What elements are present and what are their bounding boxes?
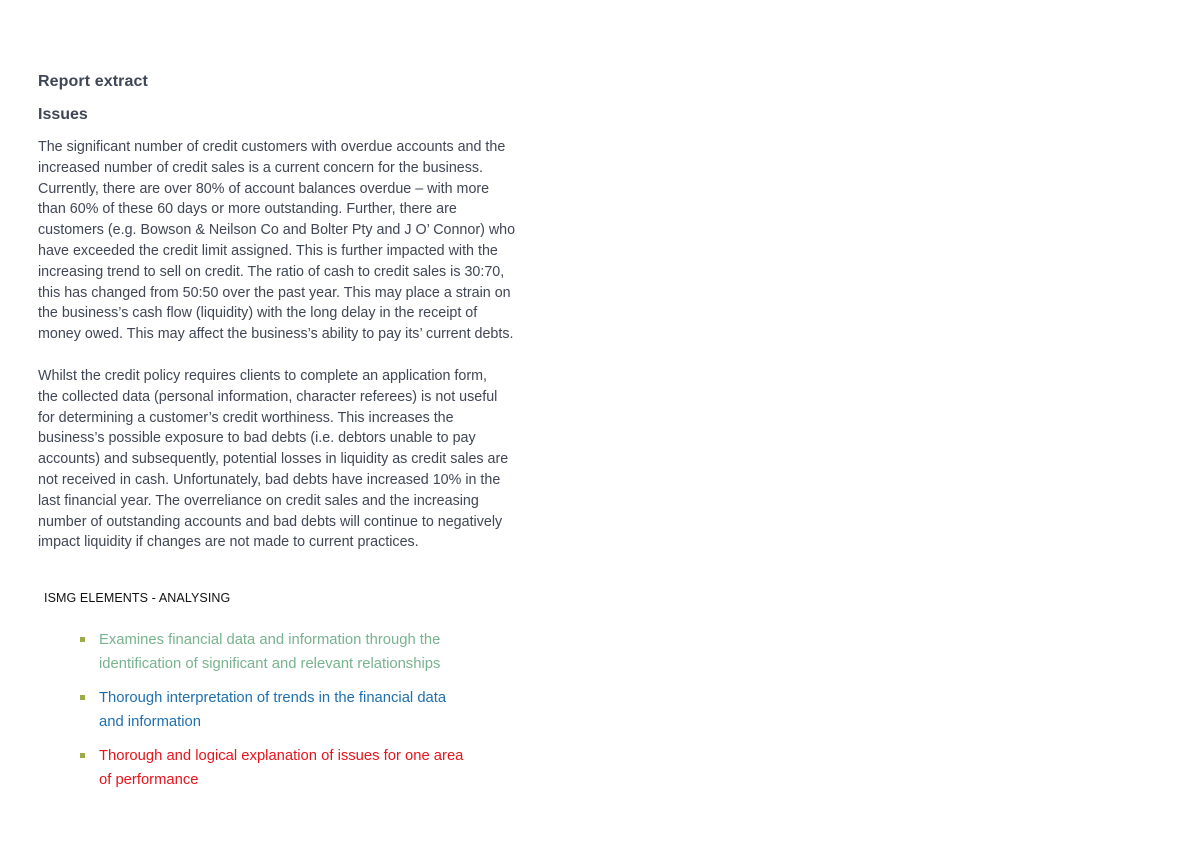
paragraph-line: The significant number of credit customers with overdue accounts and the	[38, 139, 506, 155]
criterion-line: Examines financial data and information through the	[99, 632, 441, 648]
criterion-interpretation-trends	[78, 687, 498, 734]
square-bullet-icon	[80, 695, 85, 700]
paragraph-line: customers (e.g. Bowson & Neilson Co and Bolter Pty and J O’ Connor) who	[38, 222, 516, 239]
paragraph-line: have exceeded the credit limit assigned. This is further impacted with the	[38, 242, 498, 259]
paragraph-line: last financial year. The overreliance on credit sales and the increasing	[38, 492, 479, 509]
ismg-elements-heading: ISMG ELEMENTS - ANALYSING	[44, 591, 231, 605]
paragraph-line: number of outstanding accounts and bad debts will continue to negatively	[38, 513, 503, 530]
paragraph-line: increased number of credit sales is a current concern for the business.	[38, 159, 484, 176]
criterion-examines-data	[78, 629, 498, 676]
criterion-line: Thorough interpretation of trends in the financial data	[99, 690, 447, 706]
paragraph-line: accounts) and subsequently, potential losses in liquidity as credit sales are	[38, 451, 509, 468]
paragraph-line: money owed. This may affect the business’s ability to pay its’ current debts.	[38, 326, 514, 343]
criterion-line: and information	[99, 713, 201, 730]
paragraph-line: business’s possible exposure to bad debts (i.e. debtors unable to pay	[38, 430, 476, 447]
paragraph-line: the business’s cash flow (liquidity) with the long delay in the receipt of	[38, 305, 478, 322]
criterion-line: Thorough and logical explanation of issues for one area	[99, 748, 464, 764]
criterion-line: of performance	[99, 771, 199, 788]
paragraph-line: than 60% of these 60 days or more outstanding. Further, there are	[38, 201, 457, 218]
square-bullet-icon	[80, 637, 85, 642]
paragraph-line: impact liquidity if changes are not made to current practices.	[38, 534, 419, 551]
issues-paragraph-1	[38, 137, 568, 345]
paragraph-line: Currently, there are over 80% of account balances overdue – with more	[38, 180, 490, 197]
section-heading-issues: Issues	[38, 106, 88, 123]
square-bullet-icon	[80, 753, 85, 758]
issues-paragraph-2	[38, 366, 568, 553]
paragraph-line: increasing trend to sell on credit. The ratio of cash to credit sales is 30:70,	[38, 263, 505, 280]
paragraph-line: for determining a customer’s credit worthiness. This increases the	[38, 409, 454, 426]
paragraph-line: the collected data (personal information, character referees) is not useful	[38, 388, 498, 405]
paragraph-line: not received in cash. Unfortunately, bad debts have increased 10% in the	[38, 471, 501, 488]
paragraph-line: Whilst the credit policy requires clients to complete an application form,	[38, 368, 487, 384]
criterion-line: identification of significant and relevant relationships	[99, 655, 441, 672]
paragraph-line: this has changed from 50:50 over the past year. This may place a strain on	[38, 284, 511, 301]
report-title: Report extract	[38, 73, 148, 90]
criterion-explanation-issues	[78, 745, 498, 792]
ismg-criteria-list	[78, 629, 498, 803]
